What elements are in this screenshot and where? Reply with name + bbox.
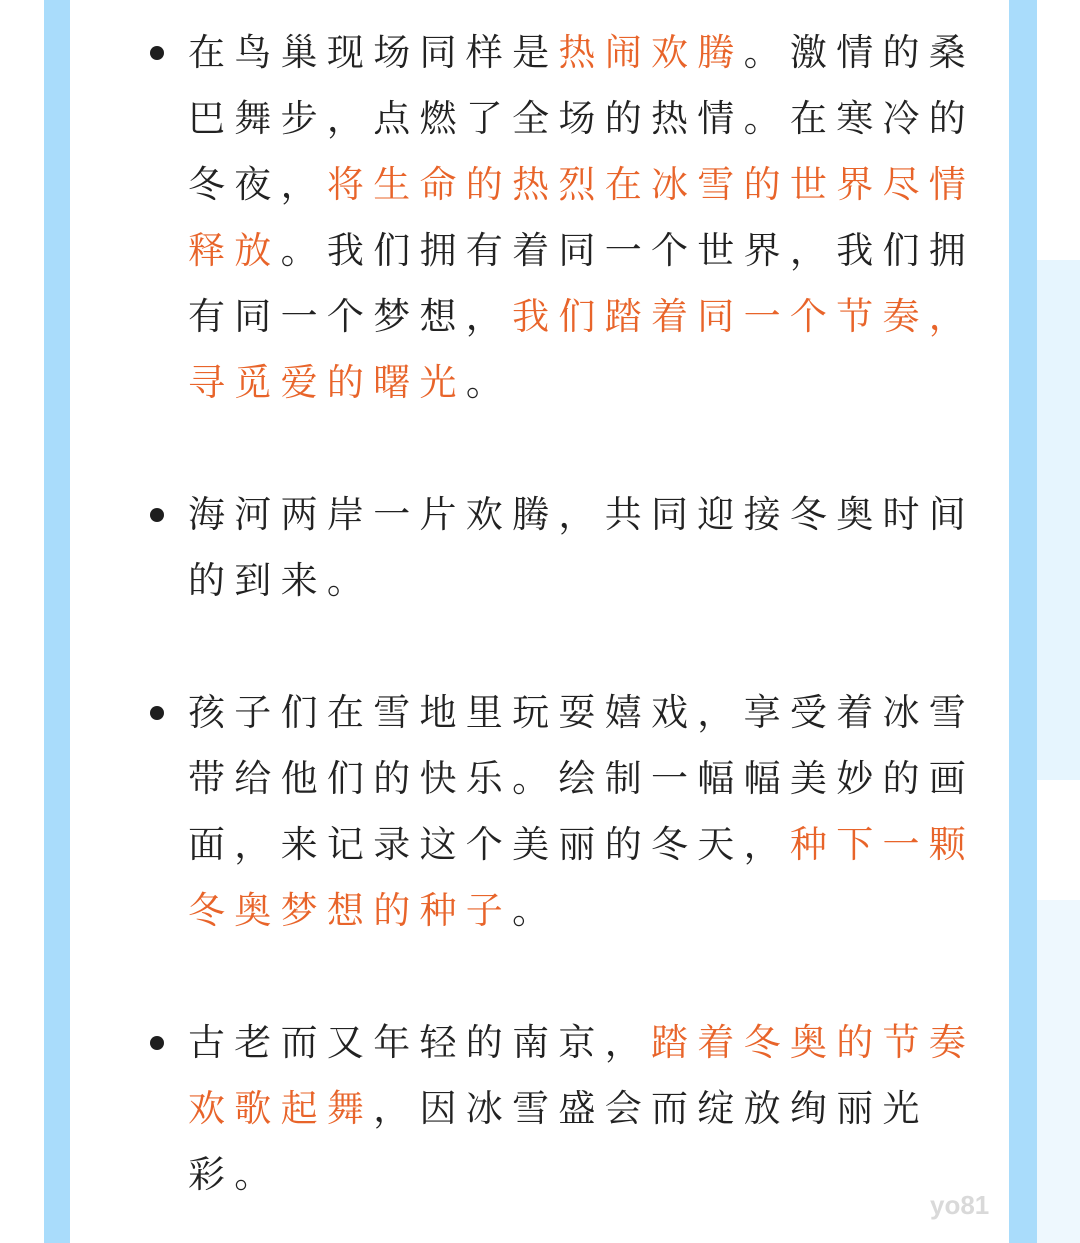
bullet-item <box>150 680 980 944</box>
bullet-dot <box>150 46 164 60</box>
right-frame-shade <box>1037 260 1080 780</box>
text-segment: 在鸟巢现场同样是 <box>188 31 559 74</box>
left-frame-border <box>44 0 70 1243</box>
text-segment: 。 <box>465 361 513 404</box>
bullet-item <box>150 482 980 614</box>
highlighted-text: 热闹欢腾 <box>558 31 744 74</box>
right-frame-border <box>1009 0 1037 1243</box>
text-segment: 。 <box>512 889 559 932</box>
text-segment: ，因冰雪盛会而绽放绚丽光彩。 <box>188 1087 929 1196</box>
bullet-dot <box>150 508 164 522</box>
highlighted-text: 将生命的热烈在冰雪的世界尽情释放 <box>188 163 976 272</box>
text-segment: 。我们拥有着同一个世界，我们拥有同一个梦想， <box>188 229 976 338</box>
highlighted-text: 我们踏着同一个节奏，寻觅爱的曙光 <box>188 295 976 404</box>
text-segment: 古老而又年轻的南京， <box>188 1021 651 1064</box>
bullet-dot <box>150 706 164 720</box>
bullet-item <box>150 20 980 416</box>
bullet-item <box>150 1010 980 1208</box>
highlighted-text: 种下一颗冬奥梦想的种子 <box>188 823 976 932</box>
watermark-logo: yo81 <box>930 1190 990 1220</box>
highlighted-text: 踏着冬奥的节奏欢歌起舞 <box>188 1021 976 1130</box>
article-body <box>150 20 980 1208</box>
text-segment: 。激情的桑巴舞步，点燃了全场的热情。在寒冷的冬夜， <box>188 31 976 206</box>
right-frame-shade-lower <box>1037 900 1080 1243</box>
text-segment: 孩子们在雪地里玩耍嬉戏，享受着冰雪带给他们的快乐。绘制一幅幅美妙的画面，来记录这个美丽的冬天， <box>188 691 976 866</box>
bullet-dot <box>150 1036 164 1050</box>
text-segment: 海河两岸一片欢腾，共同迎接冬奥时间的到来。 <box>188 493 976 602</box>
